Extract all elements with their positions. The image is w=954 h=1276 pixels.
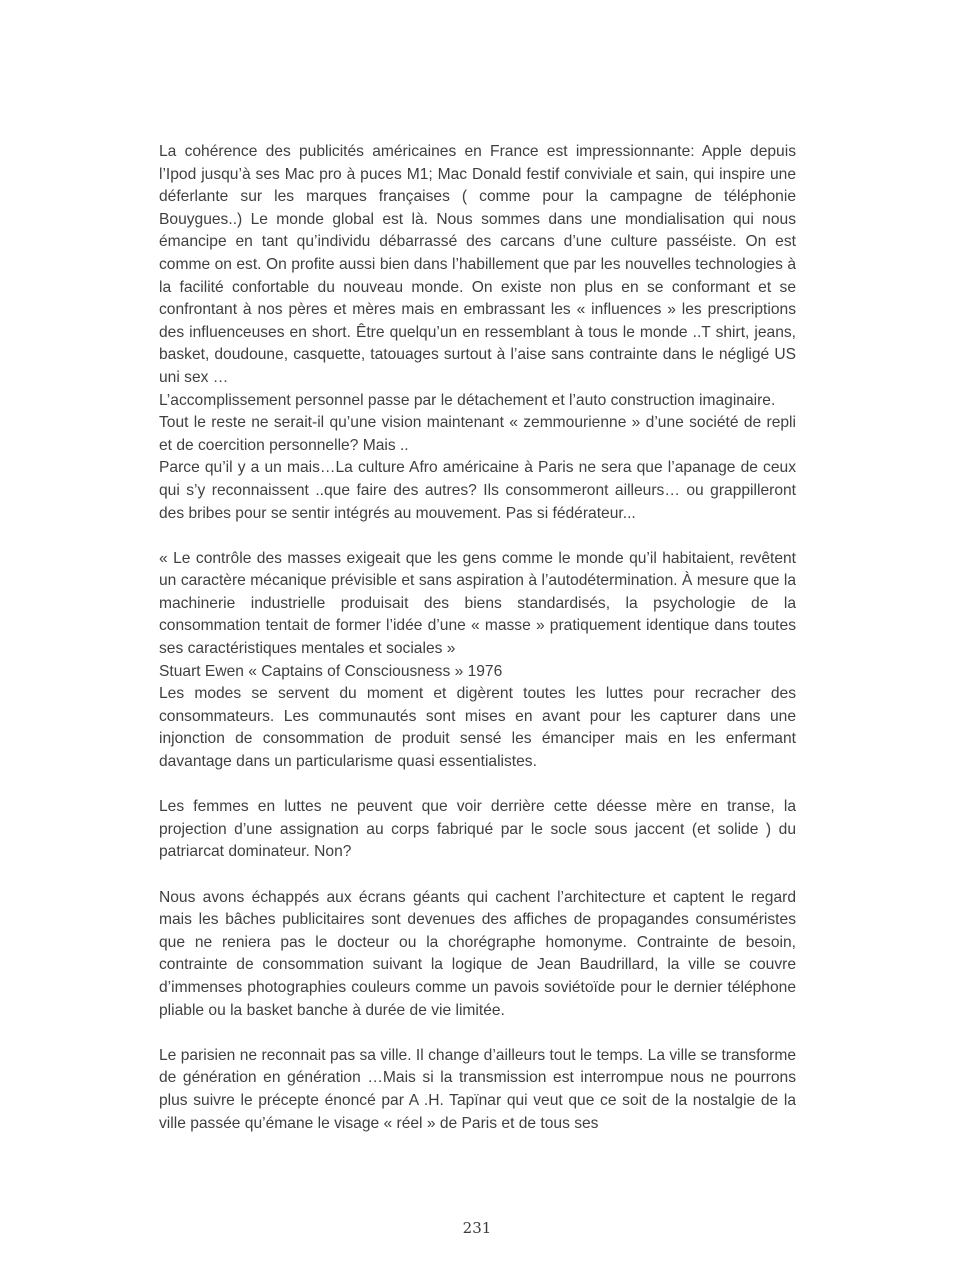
paragraph-9: Nous avons échappés aux écrans géants qui cachent l’architecture et captent le regard mais les bâches publicitaires sont devenues des affiches de propagandes consuméristes que ne reniera pas le docteur ou la chorégraphe homonyme. Contrainte de besoin, contrainte de consommation suivant la logique de Jean Baudrillard, la ville se couvre d’immenses photographies couleurs comme un pavois soviétoïde pour le dernier téléphone pliable ou la basket banche à durée de vie limitée.	[159, 888, 796, 1019]
paragraph-1: La cohérence des publicités américaines en France est impressionnante: Apple depuis l’Ipod jusqu’à ses Mac pro à puces M1; Mac Donald festif conviviale et sain, qui inspire une déferlante sur les marques françaises ( comme pour la campagne de téléphonie Bouygues..) Le monde global est là. Nous sommes dans une mondialisation qui nous émancipe en tant qu’individu débarrassé des carcans d’une culture passéiste. On est comme on est. On profite aussi bien dans l’habillement que par les nouvelles technologies à la facilité confortable du nouveau monde. On existe non plus en se conformant et se confrontant à nos pères et mères mais en embrassant les « influences » les prescriptions des influenceuses en short. Être quelqu’un en ressemblant à tous le monde ..T shirt, jeans, basket, doudoune, casquette, tatouages surtout à l’aise sans contrainte dans le négligé US uni sex …	[159, 143, 796, 386]
paragraph-7: Les modes se servent du moment et digèrent toutes les luttes pour recracher des consommateurs. Les communautés sont mises en avant pour les capturer dans une injonction de consommation de produit sensé les émanciper mais en les enfermant davantage dans un particularisme quasi essentialistes.	[159, 685, 796, 771]
body-text	[159, 141, 796, 1135]
paragraph-10: Le parisien ne reconnait pas sa ville. Il change d’ailleurs tout le temps. La ville se transforme de génération en génération …Mais si la transmission est interrompue nous ne pourrons plus suivre le précepte énoncé par A .H. Tapïnar qui veut que ce soit de la nostalgie de la ville passée qu’émane le visage « réel » de Paris et de tous ses	[159, 1046, 796, 1132]
paragraph-8: Les femmes en luttes ne peuvent que voir derrière cette déesse mère en transe, la projection d’une assignation au corps fabriqué par le socle sous jaccent (et solide ) du patriarcat dominateur. Non?	[159, 798, 796, 861]
quote-paragraph: « Le contrôle des masses exigeait que les gens comme le monde qu’il habitaient, revêtent un caractère mécanique prévisible et sans aspiration à l’autodétermination. À mesure que la machinerie industrielle produisait des biens standardisés, la psychologie de la consommation tentait de former l’idée d’une « masse » pratiquement identique dans toutes ses caractéristiques mentales et sociales »	[159, 549, 796, 658]
citation-line: Stuart Ewen « Captains of Consciousness » 1976	[159, 662, 503, 680]
page-number: 231	[462, 1219, 492, 1237]
paragraph-4: Parce qu’il y a un mais…La culture Afro américaine à Paris ne sera que l’apanage de ceux qui s’y reconnaissent ..que faire des autres? Ils consommeront ailleurs… ou grappilleront des bribes pour se sentir intégrés au mouvement. Pas si fédérateur...	[159, 459, 796, 522]
paragraph-2: L’accomplissement personnel passe par le détachement et l’auto construction imaginaire.	[159, 391, 776, 409]
paragraph-3: Tout le reste ne serait-il qu’une vision maintenant « zemmourienne » d’une société de repli et de coercition personnelle? Mais ..	[159, 414, 796, 454]
